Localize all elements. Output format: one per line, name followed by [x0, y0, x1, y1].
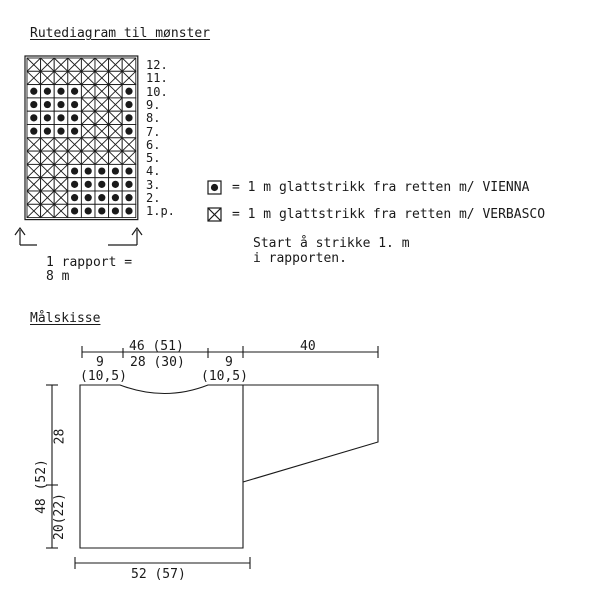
row-number-label: 3.: [146, 177, 161, 192]
grid-cell-cross: [109, 111, 123, 124]
grid-cell-cross: [95, 71, 109, 84]
grid-cell-cross: [27, 71, 41, 84]
grid-cell-dot: [54, 85, 68, 98]
grid-cell-cross: [41, 191, 55, 204]
shoulder-left-label: 9: [96, 355, 104, 370]
grid-cell-dot: [68, 111, 82, 124]
legend-verbasco-text: = 1 m glattstrikk fra retten m/ VERBASCO: [232, 208, 546, 221]
row-number-label: 4.: [146, 164, 161, 179]
grid-cell-dot: [54, 98, 68, 111]
bottom-width-label: 52 (57): [131, 567, 186, 582]
grid-cell-dot: [54, 125, 68, 138]
sketch-heading: Målskisse: [30, 311, 101, 326]
grid-cell-cross: [27, 204, 41, 217]
grid-cell-cross: [54, 178, 68, 191]
grid-cell-cross: [54, 164, 68, 177]
grid-cell-cross: [122, 71, 136, 84]
grid-cell-cross: [41, 164, 55, 177]
grid-cell-dot: [122, 178, 136, 191]
grid-cell-dot: [27, 111, 41, 124]
grid-cell-cross: [68, 58, 82, 71]
grid-cell-cross: [54, 138, 68, 151]
grid-cell-cross: [41, 151, 55, 164]
grid-cell-cross: [41, 138, 55, 151]
neck-width-label: 28 (30): [130, 355, 185, 370]
row-number-label: 11.: [146, 71, 168, 86]
grid-cell-cross: [95, 151, 109, 164]
grid-cell-cross: [81, 125, 95, 138]
grid-cell-dot: [81, 178, 95, 191]
grid-cell-cross: [68, 138, 82, 151]
side-length-label: 20(22): [51, 493, 67, 540]
grid-cell-cross: [122, 151, 136, 164]
grid-cell-dot: [95, 204, 109, 217]
chart-heading: Rutediagram til mønster: [30, 26, 211, 41]
row-number-label: 1.p.: [146, 204, 175, 219]
grid-cell-cross: [81, 98, 95, 111]
grid-cell-cross: [41, 71, 55, 84]
grid-cell-dot: [122, 164, 136, 177]
grid-cell-dot: [68, 125, 82, 138]
grid-cell-cross: [27, 138, 41, 151]
grid-cell-dot: [68, 191, 82, 204]
row-number-label: 10.: [146, 84, 168, 99]
armhole-depth-label: 28: [52, 428, 68, 445]
grid-cell-dot: [95, 178, 109, 191]
repeat-label-line1: 1 rapport =: [46, 255, 133, 270]
grid-cell-cross: [109, 98, 123, 111]
grid-cell-dot: [68, 178, 82, 191]
sleeve-length-label: 40: [300, 339, 316, 354]
grid-cell-cross: [27, 191, 41, 204]
grid-cell-cross: [122, 138, 136, 151]
repeat-markers: [15, 228, 142, 245]
grid-cell-dot: [41, 111, 55, 124]
grid-cell-cross: [54, 204, 68, 217]
grid-cell-cross: [81, 85, 95, 98]
row-number-label: 2.: [146, 191, 161, 205]
grid-cell-dot: [81, 204, 95, 217]
row-number-label: 9.: [146, 97, 161, 112]
shoulder-right-label: 9: [225, 355, 233, 370]
grid-cell-cross: [68, 71, 82, 84]
grid-cell-cross: [68, 151, 82, 164]
grid-cell-cross: [95, 125, 109, 138]
legend-vienna-text: = 1 m glattstrikk fra retten m/ VIENNA: [232, 180, 530, 195]
grid-cell-cross: [41, 58, 55, 71]
grid-cell-cross: [27, 58, 41, 71]
note-line1: Start å strikke 1. m: [253, 236, 410, 251]
grid-cell-dot: [95, 164, 109, 177]
total-length-label: 48 (52): [33, 459, 49, 514]
grid-cell-cross: [81, 151, 95, 164]
grid-cell-cross: [109, 125, 123, 138]
row-number-label: 5.: [146, 151, 161, 166]
grid-cell-cross: [54, 151, 68, 164]
note-line2: i rapporten.: [253, 251, 347, 266]
grid-cell-dot: [109, 178, 123, 191]
grid-cell-dot: [109, 164, 123, 177]
grid-cell-dot: [68, 98, 82, 111]
grid-cell-cross: [109, 71, 123, 84]
grid-cell-dot: [122, 125, 136, 138]
row-number-label: 8.: [146, 111, 161, 126]
grid-cell-dot: [109, 191, 123, 204]
grid-cell-dot: [41, 85, 55, 98]
grid-cell-cross: [81, 138, 95, 151]
grid-cell-cross: [95, 85, 109, 98]
grid-cell-cross: [54, 191, 68, 204]
grid-cell-dot: [122, 204, 136, 217]
row-number-label: 6.: [146, 137, 161, 152]
sleeve-outline: [243, 385, 378, 482]
grid-cell-cross: [109, 58, 123, 71]
grid-cell-cross: [41, 178, 55, 191]
shoulder-left-alt-label: (10,5): [80, 369, 127, 384]
grid-cell-cross: [95, 58, 109, 71]
row-number-label: 7.: [146, 124, 161, 139]
grid-cell-dot: [41, 98, 55, 111]
grid-cell-cross: [109, 138, 123, 151]
grid-cell-dot: [27, 85, 41, 98]
grid-cell-dot: [68, 204, 82, 217]
grid-cell-cross: [81, 71, 95, 84]
row-number-label: 12.: [146, 58, 168, 72]
grid-cell-cross: [122, 58, 136, 71]
grid-cell-cross: [27, 151, 41, 164]
repeat-label-line2: 8 m: [46, 269, 70, 284]
grid-cell-cross: [81, 111, 95, 124]
grid-cell-cross: [27, 178, 41, 191]
grid-cell-cross: [109, 151, 123, 164]
grid-cell-dot: [41, 125, 55, 138]
grid-cell-cross: [27, 164, 41, 177]
grid-cell-dot: [109, 204, 123, 217]
grid-cell-dot: [27, 98, 41, 111]
grid-cell-cross: [54, 71, 68, 84]
body-outline: [80, 385, 243, 548]
grid-cell-dot: [122, 85, 136, 98]
shoulder-right-alt-label: (10,5): [201, 369, 248, 384]
pattern-grid: [25, 56, 138, 220]
grid-cell-dot: [122, 98, 136, 111]
top-width-label: 46 (51): [129, 339, 184, 354]
grid-cell-cross: [41, 204, 55, 217]
grid-cell-cross: [95, 98, 109, 111]
legend-cross-symbol: [208, 208, 221, 221]
grid-cell-dot: [95, 191, 109, 204]
grid-cell-dot: [54, 111, 68, 124]
grid-cell-dot: [81, 191, 95, 204]
legend-dot-symbol: [208, 181, 221, 194]
grid-cell-cross: [109, 85, 123, 98]
grid-cell-dot: [122, 191, 136, 204]
grid-cell-cross: [81, 58, 95, 71]
grid-cell-dot: [68, 85, 82, 98]
grid-cell-cross: [95, 111, 109, 124]
grid-cell-dot: [68, 164, 82, 177]
grid-cell-cross: [54, 58, 68, 71]
grid-cell-dot: [122, 111, 136, 124]
grid-cell-dot: [27, 125, 41, 138]
grid-cell-cross: [95, 138, 109, 151]
grid-cell-dot: [81, 164, 95, 177]
